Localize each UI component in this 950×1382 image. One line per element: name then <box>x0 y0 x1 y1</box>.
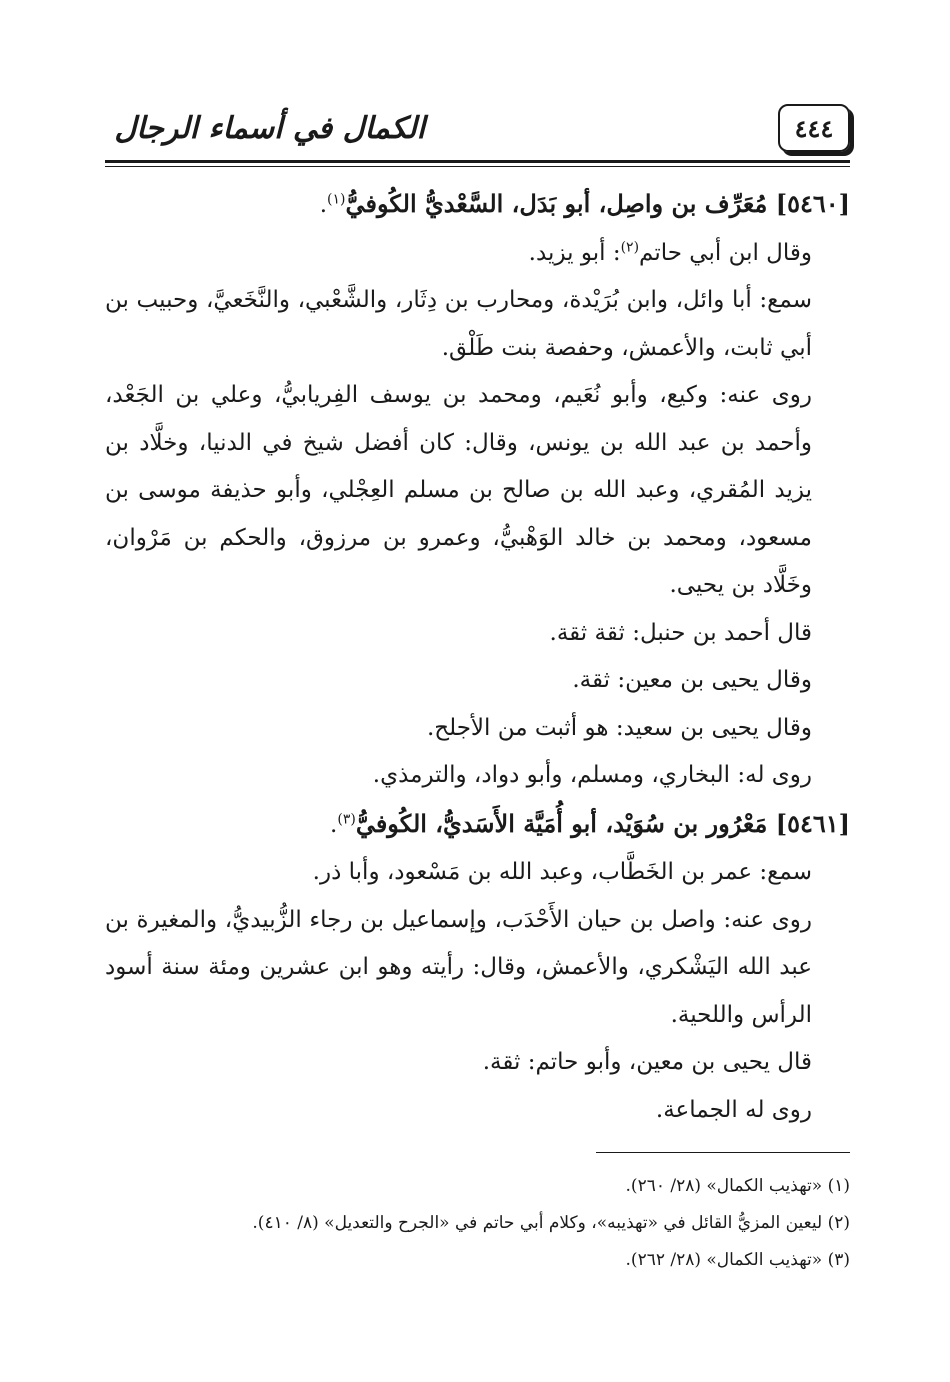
footnote-separator <box>596 1152 850 1153</box>
paragraph: قال يحيى بن معين، وأبو حاتم: ثقة. <box>482 1049 812 1075</box>
header-rule <box>105 160 850 163</box>
footnote: (٢) ليعين المزيُّ القائل في «تهذيبه»، وكلام أبي حاتم في «الجرح والتعديل» (٨/ ٤١٠). <box>252 1213 850 1233</box>
paragraph: وقال يحيى بن معين: ثقة. <box>572 667 812 693</box>
entry-heading <box>105 800 850 850</box>
footnote-ref: (٣) <box>337 810 356 827</box>
paragraph-text: وقال ابن أبي حاتم <box>639 239 812 266</box>
entry-heading-text: [٥٤٦٠] مُعَرِّف بن واصِل، أبو بَدَل، السَّعْديُّ الكُوفيُّ <box>345 189 850 218</box>
header-rule-thin <box>105 166 850 167</box>
entry-heading-end: . <box>319 192 328 218</box>
paragraph <box>105 230 850 278</box>
paragraph: روى عنه: وكيع، وأبو نُعَيم، ومحمد بن يوسف الفِريابيُّ، وعلي بن الجَعْد، وأحمد بن عبد الله بن يونس، وقال: كان أفضل شيخ في الدنيا، وخلَّاد بن يزيد المُقري، وعبد الله بن صالح بن مسلم العِجْلي، وأبو حذيفة موسى بن مسعود، ومحمد بن خالد الوَهْبيُّ، وعمرو بن مرزوق، والحكم بن مَرْوان، وخَلَّاد بن يحيى. <box>105 382 812 598</box>
entry-heading-end: . <box>330 811 338 838</box>
paragraph: روى له: البخاري، ومسلم، وأبو دواد، والترمذي. <box>372 762 812 788</box>
footnote: (٣) «تهذيب الكمال» (٢٨/ ٢٦٢). <box>625 1250 850 1270</box>
paragraph: قال أحمد بن حنبل: ثقة ثقة. <box>549 619 812 646</box>
footnotes <box>105 1168 850 1279</box>
paragraph: وقال يحيى بن سعيد: هو أثبت من الأجلح. <box>426 714 812 741</box>
entry-heading <box>105 180 850 230</box>
paragraph: روى عنه: واصل بن حيان الأَحْدَب، وإسماعيل بن رجاء الزُّبيديُّ، والمغيرة بن عبد الله اليَشْكري، والأعمش، وقال: رأيته وهو ابن عشرين ومئة سنة أسود الرأس واللحية. <box>105 906 813 1028</box>
paragraph: سمع: عمر بن الخَطَّاب، وعبد الله بن مَسْعود، وأبا ذر. <box>312 859 812 885</box>
book-title: الكمال في أسماء الرجال <box>114 110 425 146</box>
page-number: ٤٤٤ <box>778 104 850 152</box>
paragraph: روى له الجماعة. <box>655 1096 812 1123</box>
footnote: (١) «تهذيب الكمال» (٢٨/ ٢٦٠). <box>625 1176 850 1196</box>
footnote-ref: (١) <box>327 191 346 208</box>
main-text <box>105 180 850 1134</box>
footnote-ref: (٢) <box>620 238 640 255</box>
entry-heading-text: [٥٤٦١] مَعْرُور بن سُوَيْد، أبو أُمَيَّة الأَسَديُّ، الكُوفيُّ <box>355 808 850 838</box>
paragraph: سمع: أبا وائل، وابن بُرَيْدة، ومحارب بن دِثَار، والشَّعْبي، والنَّخَعيَّ، وحبيب بن أبي ثابت، والأعمش، وحفصة بنت طَلْق. <box>105 287 812 361</box>
paragraph-tail: : أبو يزيد. <box>528 239 621 266</box>
running-header <box>105 102 850 160</box>
